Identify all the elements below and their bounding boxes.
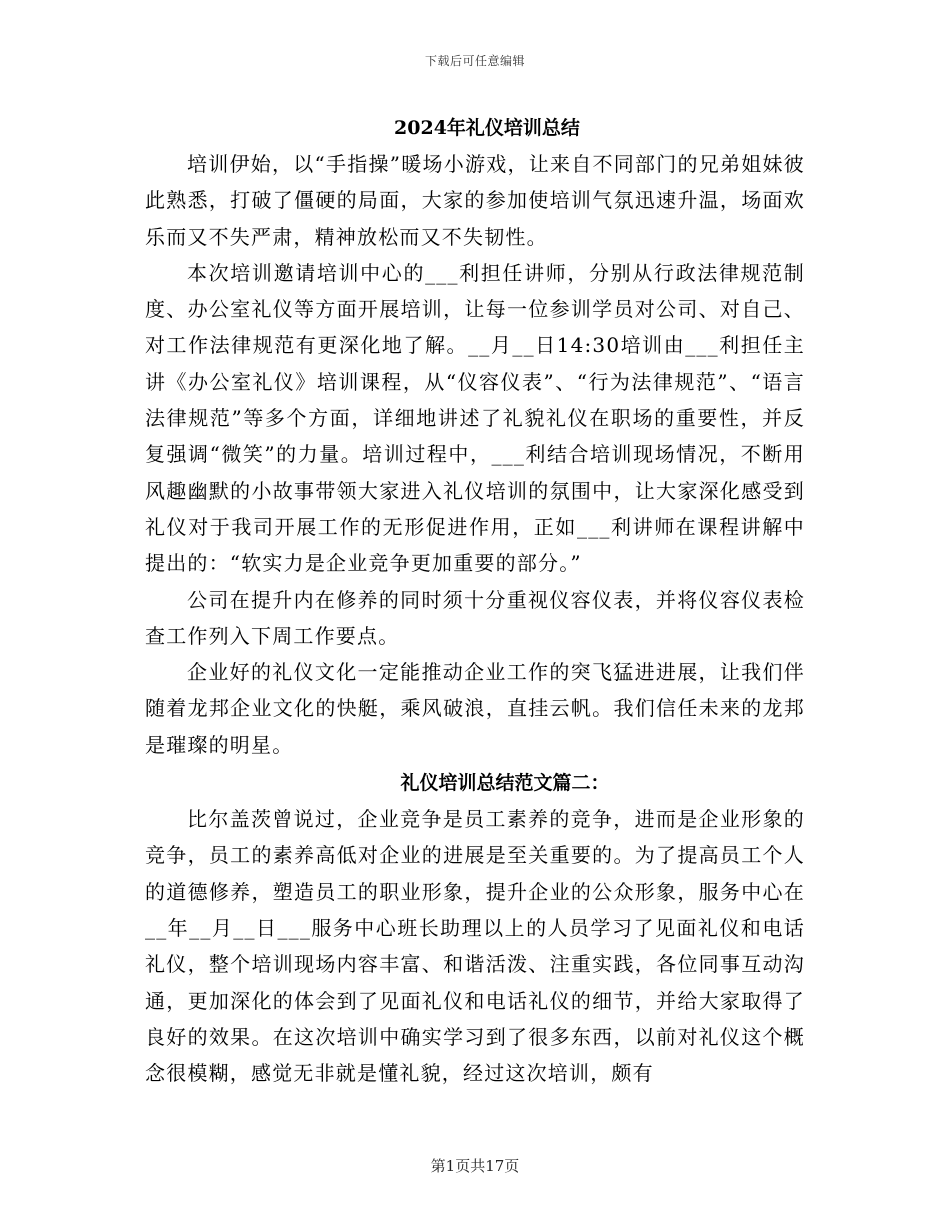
paragraph: 培训伊始，以“手指操”暖场小游戏，让来自不同部门的兄弟姐妹彼此熟悉，打破了僵硬的局面，大家的参加使培训气氛迅速升温，场面欢乐而又不失严肃，精神放松而又不失韧性。 [145,152,805,249]
paragraph: 企业好的礼仪文化一定能推动企业工作的突飞猛进进展，让我们伴随着龙邦企业文化的快艇，乘风破浪，直挂云帆。我们信任未来的龙邦是璀璨的明星。 [145,660,805,757]
paragraph: 本次培训邀请培训中心的___利担任讲师，分别从行政法律规范制度、办公室礼仪等方面开展培训，让每一位参训学员对公司、对自己、对工作法律规范有更深化地了解。__月__日14:30培训由___利担任主讲《办公室礼仪》培训课程，从“仪容仪表”、“行为法律规范”、“语言法律规范”等多个方面，详细地讲述了礼貌礼仪在职场的重要性，并反复强调“微笑”的力量。培训过程中，___利结合培训现场情况，不断用风趣幽默的小故事带领大家进入礼仪培训的氛围中，让大家深化感受到礼仪对于我司开展工作的无形促进作用，正如___利讲师在课程讲解中提出的：“软实力是企业竞争更加重要的部分。” [145,260,805,576]
document-body [145,110,805,1091]
page-number: 第1页共17页 [430,1157,520,1175]
header-note: 下载后可任意编辑 [424,54,525,68]
paragraph: 公司在提升内在修养的同时须十分重视仪容仪表，并将仪容仪表检查工作列入下周工作要点。 [145,587,805,648]
section-title: 礼仪培训总结范文篇二： [400,772,610,795]
document-title: 2024年礼仪培训总结 [394,117,580,139]
paragraph: 比尔盖茨曾说过，企业竞争是员工素养的竞争，进而是企业形象的竞争，员工的素养高低对企业的进展是至关重要的。为了提高员工个人的道德修养，塑造员工的职业形象，提升企业的公众形象，服务中心在__年__月__日___服务中心班长助理以上的人员学习了见面礼仪和电话礼仪，整个培训现场内容丰富、和谐活泼、注重实践，各位同事互动沟通，更加深化的体会到了见面礼仪和电话礼仪的细节，并给大家取得了良好的效果。在这次培训中确实学习到了很多东西，以前对礼仪这个概念很模糊，感觉无非就是懂礼貌，经过这次培训，颇有 [145,807,805,1086]
